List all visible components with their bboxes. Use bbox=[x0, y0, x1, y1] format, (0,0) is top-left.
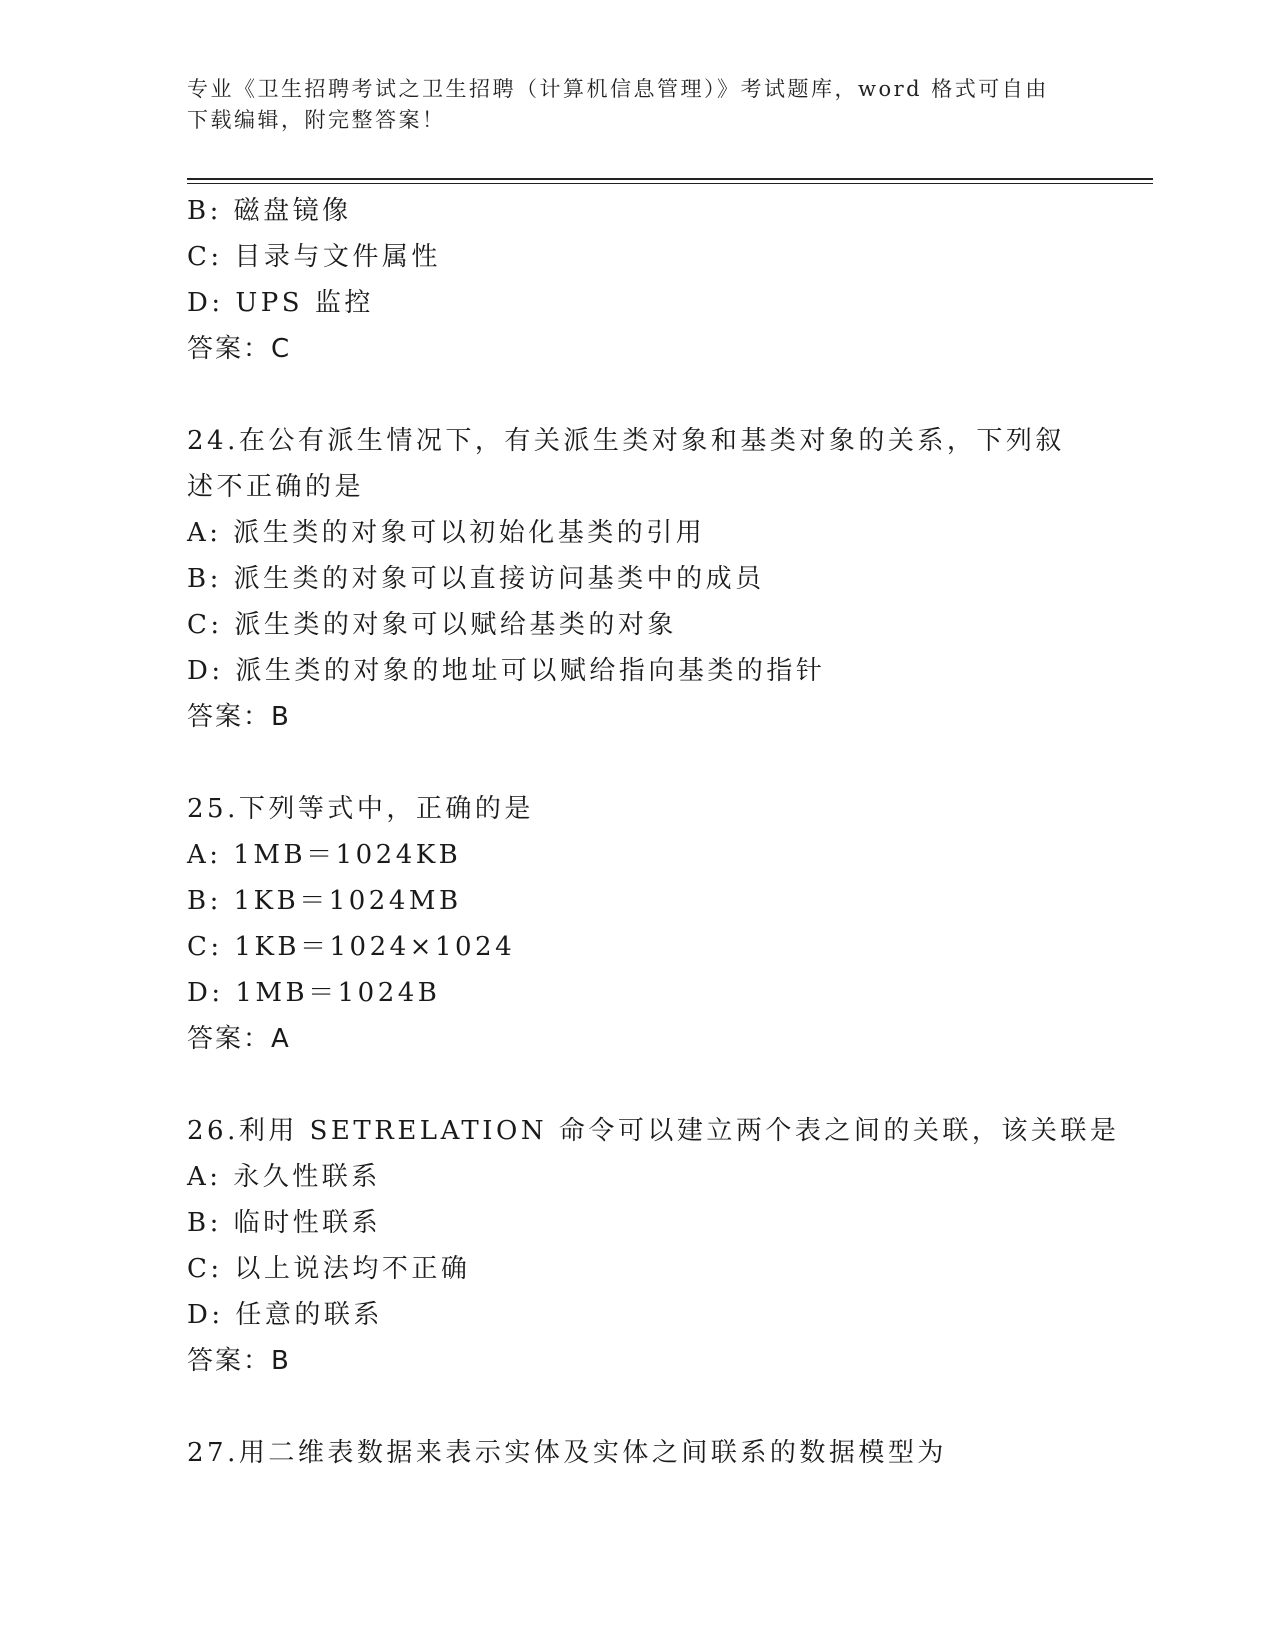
answer-line: 答案：C bbox=[187, 334, 292, 364]
option-c: C: 1KB＝1024×1024 bbox=[187, 932, 516, 962]
option-a: A: 永久性联系 bbox=[187, 1162, 381, 1192]
option-b: B: 派生类的对象可以直接访问基类中的成员 bbox=[187, 564, 765, 594]
option-c: C: 以上说法均不正确 bbox=[187, 1254, 471, 1284]
option-d: D: 派生类的对象的地址可以赋给指向基类的指针 bbox=[187, 656, 826, 686]
answer-line: 答案：B bbox=[187, 1346, 291, 1376]
question-content bbox=[187, 188, 1120, 1476]
question-text: 25.下列等式中，正确的是 bbox=[187, 794, 534, 824]
option-b: B: 1KB＝1024MB bbox=[187, 886, 462, 916]
header-rule-thick bbox=[187, 178, 1153, 180]
answer-line: 答案：B bbox=[187, 702, 291, 732]
option-c: C: 目录与文件属性 bbox=[187, 242, 441, 272]
question-text: 26.利用 SETRELATION 命令可以建立两个表之间的关联，该关联是 bbox=[187, 1116, 1120, 1146]
option-a: A: 派生类的对象可以初始化基类的引用 bbox=[187, 518, 706, 548]
option-d: D: 任意的联系 bbox=[187, 1300, 383, 1330]
spacer bbox=[187, 1062, 1087, 1108]
option-b: B: 磁盘镜像 bbox=[187, 196, 352, 226]
option-d: D: UPS 监控 bbox=[187, 288, 374, 318]
spacer bbox=[187, 372, 1087, 418]
question-text: 24.在公有派生情况下，有关派生类对象和基类对象的关系，下列叙述不正确的是 bbox=[187, 426, 1065, 502]
header-rule-thin bbox=[187, 183, 1153, 184]
answer-line: 答案：A bbox=[187, 1024, 291, 1054]
question-text: 27.用二维表数据来表示实体及实体之间联系的数据模型为 bbox=[187, 1438, 947, 1468]
spacer bbox=[187, 740, 1087, 786]
option-a: A: 1MB＝1024KB bbox=[187, 840, 462, 870]
option-b: B: 临时性联系 bbox=[187, 1208, 382, 1238]
option-d: D: 1MB＝1024B bbox=[187, 978, 441, 1008]
spacer bbox=[187, 1384, 1087, 1430]
document-header: 专业《卫生招聘考试之卫生招聘（计算机信息管理）》考试题库，word 格式可自由下载编辑，附完整答案！ bbox=[187, 77, 1049, 132]
option-c: C: 派生类的对象可以赋给基类的对象 bbox=[187, 610, 677, 640]
